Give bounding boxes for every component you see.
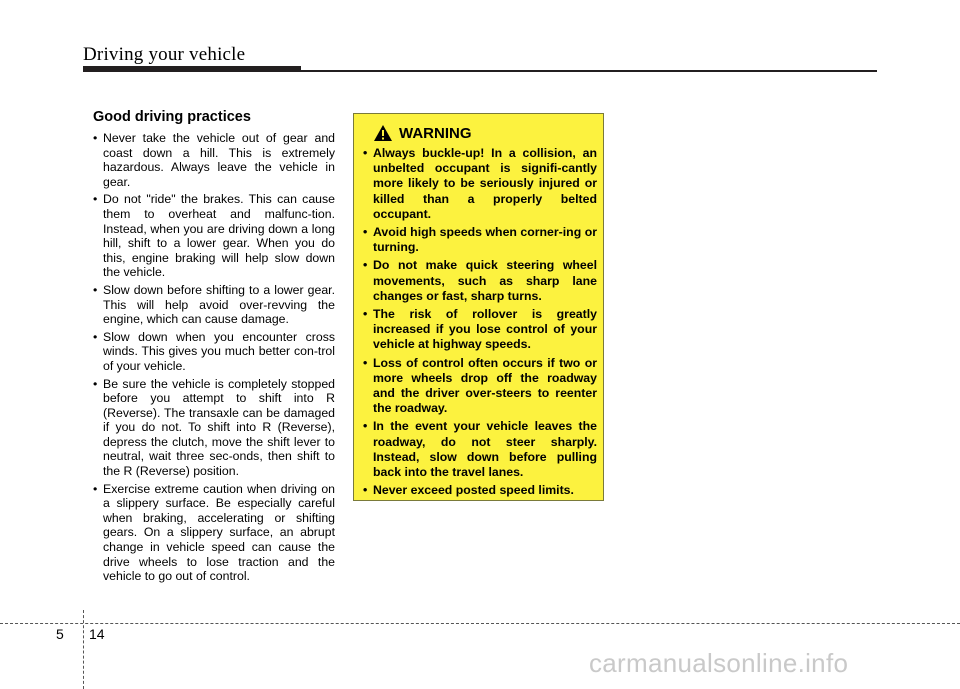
warning-item: • The risk of rollover is greatly increased if you lose control of your vehicle at highway speeds.	[363, 307, 597, 353]
header-rule-thick	[83, 66, 301, 72]
warning-header	[373, 124, 597, 142]
warning-item: • Loss of control often occurs if two or more wheels drop off the roadway and the driver over-steers to reenter the roadway.	[363, 356, 597, 417]
warning-list	[363, 146, 597, 498]
practice-item: • Never take the vehicle out of gear and coast down a hill. This is extremely hazardous. Always leave the vehicle in gear.	[93, 131, 335, 189]
chapter-number: 5	[56, 626, 64, 642]
warning-item: • Always buckle-up! In a collision, an unbelted occupant is signifi-cantly more likely to be seriously injured or killed than a properly belted occupant.	[363, 146, 597, 222]
practice-item: • Slow down when you encounter cross winds. This gives you much better con-trol of your vehicle.	[93, 330, 335, 374]
footer-page-divider	[83, 610, 84, 689]
warning-triangle-icon	[373, 124, 393, 142]
warning-box	[353, 113, 604, 501]
warning-item: • Avoid high speeds when corner-ing or turning.	[363, 225, 597, 255]
practices-list	[93, 131, 335, 584]
warning-title: WARNING	[399, 124, 472, 142]
page-header-title: Driving your vehicle	[83, 44, 246, 65]
warning-item: • Never exceed posted speed limits.	[363, 483, 597, 498]
section-heading: Good driving practices	[93, 109, 251, 125]
header-rule-thin	[301, 70, 877, 72]
practice-item: • Be sure the vehicle is completely stopped before you attempt to shift into R (Reverse). The transaxle can be damaged if you do not. To shift into R (Reverse), depress the clutch, move the shift lever to neutral, wait three sec-onds, then shift to the R (Reverse) position.	[93, 377, 335, 479]
footer-divider	[0, 623, 960, 624]
watermark: carmanualsonline.info	[589, 648, 849, 678]
good-driving-practices-section	[93, 109, 335, 587]
practice-item: • Exercise extreme caution when driving on a slippery surface. Be especially careful when braking, accelerating or shifting gears. On a slippery surface, an abrupt change in vehicle speed can cause the drive wheels to lose traction and the vehicle to go out of control.	[93, 482, 335, 584]
warning-item: • In the event your vehicle leaves the roadway, do not steer sharply. Instead, slow down before pulling back into the travel lanes.	[363, 419, 597, 480]
warning-item: • Do not make quick steering wheel movements, such as sharp lane changes or fast, sharp turns.	[363, 258, 597, 304]
practice-item: • Do not "ride" the brakes. This can cause them to overheat and malfunc-tion. Instead, when you are driving down a long hill, shift to a lower gear. When you do this, engine braking will help slow down the vehicle.	[93, 192, 335, 280]
page-number: 14	[89, 626, 105, 642]
practice-item: • Slow down before shifting to a lower gear. This will help avoid over-revving the engine, which can cause damage.	[93, 283, 335, 327]
